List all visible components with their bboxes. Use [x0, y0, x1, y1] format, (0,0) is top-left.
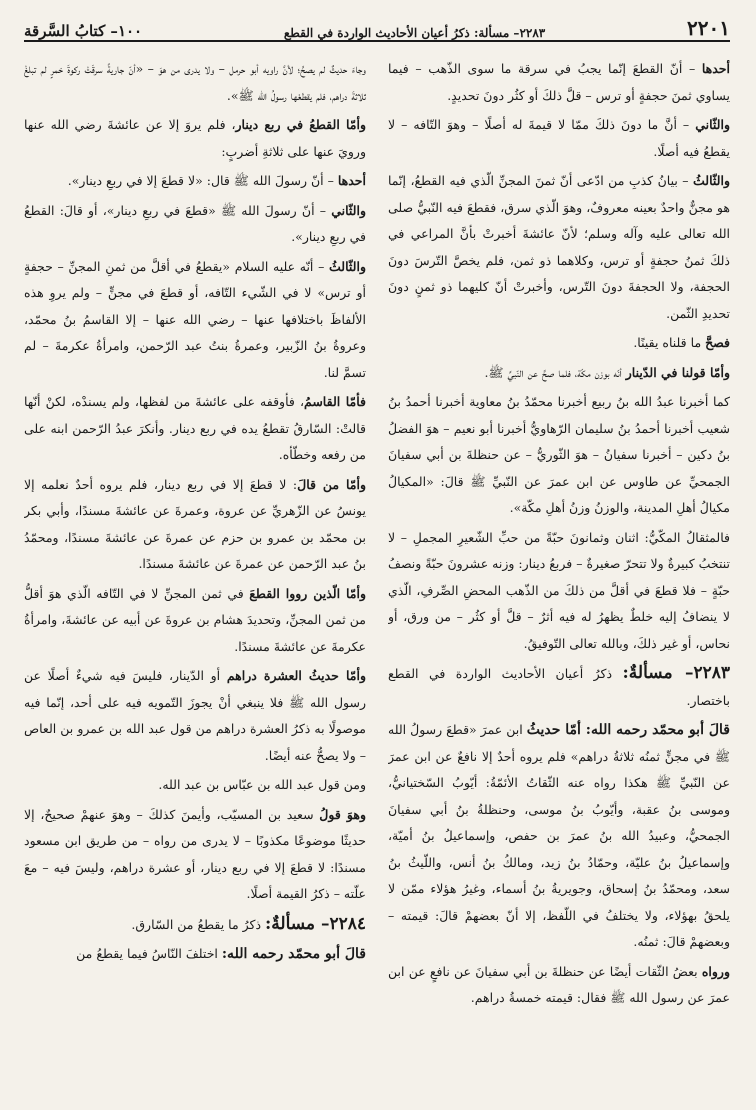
lead-phrase: وأمّا القطعُ في ربع دينار	[235, 117, 366, 132]
paragraph	[24, 472, 366, 578]
paragraph	[388, 360, 730, 387]
lead-phrase: وأمّا من قالَ	[297, 476, 366, 492]
lead-phrase: والثّاني	[695, 117, 730, 132]
paragraph	[388, 959, 730, 1012]
paragraph-text: ، فلم يروَ إلا عن عائشةَ رضي الله عنها ورويَ عنها على ثلاثةِ أضربٍ:	[24, 117, 366, 159]
paragraph-text: ابن عمرَ «قطعَ رسولُ الله ﷺ في مجنٍّ ثمنُه ثلاثةُ دراهم» فلم يروه أحدٌ إلا نافعٌ عن ابن عمرَ عن النّبيِّ ﷺ هكذا رواه عنه الثّقاتُ الأئمّةُ: أيّوبُ السّختيانيُّ، وموسى بنُ عقبة، وأيّوبُ بنُ موسى، وحنظلةُ بنُ أبي سفيانَ الجمحيُّ، وعبيدُ الله بنُ عمرَ بن حفص، وإسماعيلُ بنُ أميّة، وإسماعيلُ بنُ عليّة، وحمّادُ بنُ زيد، ومالكُ بنُ أنس، واللّيثُ بنُ سعد، ومحمّدُ بنُ إسحاق، وجويريةُ بنُ أسماء، وغيرُ هؤلاء ممّن لا يلحقُ بهؤلاء، ولا يختلفُ في اللّفظ، إلا أنّ بعضهمْ قالَ: قيمته – وبعضهمْ قالَ: ثمنُه.	[388, 722, 730, 949]
paragraph	[24, 389, 366, 469]
lead-phrase: ٢٢٨٤– مسألةٌ:	[265, 913, 366, 934]
lead-phrase: فصحَّ	[705, 335, 730, 350]
running-header	[24, 10, 730, 42]
lead-phrase: قالَ أبو محمّد رحمه الله: أمّا حديثُ	[526, 722, 730, 738]
lead-phrase: والثّالثُ	[693, 173, 730, 188]
paragraph-text: – أنّ رسولَ الله ﷺ «قطعَ في ربعِ دينار»، أو قالَ: القطعُ في ربعِ دينار».	[24, 202, 366, 244]
paragraph-text: ذكرُ أعيان الأحاديث الواردة في القطع باختصار.	[388, 666, 730, 708]
paragraph	[24, 254, 366, 387]
book-title: ١٠٠– كتابُ السَّرقة	[24, 22, 143, 40]
lead-phrase: وهوَ قولُ	[319, 806, 366, 822]
paragraph-text: – أنّ رسولَ الله ﷺ قال: «لا قطعَ إلا في ربعِ دينار».	[67, 173, 338, 188]
lead-phrase: وأمّا حديثُ العشرة دراهم	[226, 668, 366, 683]
lead-phrase: ٢٢٨٣– مسألةٌ:	[622, 663, 730, 683]
section-heading	[24, 911, 366, 939]
paragraph-text: في ثمن المجنِّ لا في التّافه الّذي هوَ أقلُّ من ثمن المجنِّ، وتحديدَ هشام بن عروةَ عن أبيه عن عائشةَ، وامرأةُ عكرمةَ عن عائشةَ مسندًا.	[24, 585, 366, 654]
paragraph	[24, 56, 366, 109]
paragraph-text: بعضُ الثّقات أيضًا عن حنظلةَ بن أبي سفيانَ عن نافعٍ عن ابن عمرَ عن رسول الله ﷺ فقال: قيمته خمسةُ دراهم.	[388, 963, 730, 1005]
paragraph-text: سعيد بن المسيّب، وأيمنَ كذلكَ – وهوَ عنهمْ صحيحٌ، إلا حديثًا موضوعًا مكذوبًا – لا يدرى من رواه – من طريق ابن مسعود مسندًا: لا قطعَ إلا في ربع دينار، أو عشرة دراهم، وليسَ فيه – معَ علّته – ذكرُ القيمة أصلًا.	[24, 806, 366, 901]
paragraph-text: – أنّ القطعَ إنّما يجبُ في سرقة ما سوى الذّهب – فيما يساوي ثمنَ حجفةٍ أو ترس – قلَّ ذلكَ أو كثُر دونَ تحديدٍ.	[388, 61, 730, 103]
lead-phrase: فأمّا القاسمُ	[304, 394, 366, 409]
lead-phrase: ورواه	[701, 963, 730, 979]
paragraph	[24, 802, 366, 908]
paragraph	[388, 112, 730, 165]
paragraph	[388, 525, 730, 658]
lead-phrase: أحدها	[701, 61, 730, 76]
page-number: ٢٢٠١	[687, 16, 730, 40]
paragraph-text: وجاءَ حديثٌ لم يصحَّ؛ لأنَّ راويه أبو حرمل – ولا يدرى من هوَ – «أنّ جاريةً سرقَتْ ركوةَ خمرٍ لم تبلغْ ثلاثةَ دراهم، فلم يقطعْها رسولُ الله ﷺ».	[24, 61, 366, 103]
paragraph	[388, 330, 730, 357]
paragraph	[24, 663, 366, 769]
paragraph	[24, 112, 366, 165]
paragraph-text: اختلفَ النّاسُ فيما يقطعُ من	[76, 946, 222, 961]
paragraph	[24, 168, 366, 195]
text-columns	[24, 56, 730, 1096]
paragraph-text: أنّه بوزن مكّة، فلما صحَّ عن النّبيِّ ﷺ.	[484, 364, 626, 380]
paragraph	[388, 389, 730, 522]
paragraph-text: : لا قطعَ إلا في ربع دينار، فلم يروه أحدٌ نعلمه إلا يونسُ عن الزّهريِّ عن عروة، وعمرةَ عن عائشةَ مسندًا، وأبي بكر بن محمّد بن عمرو بن حزم عن عمرةَ عن عائشةَ مسندًا، ومحمّدُ بنُ عبد الرّحمن عن عمرةَ عن عائشةَ مسندًا.	[24, 476, 366, 571]
paragraph	[24, 941, 366, 968]
lead-phrase: والثّاني	[331, 202, 366, 218]
lead-phrase: قالَ أبو محمّد رحمه الله:	[221, 946, 366, 962]
lead-phrase: وأمّا الّذين رووا القطعَ	[249, 585, 366, 601]
paragraph	[388, 717, 730, 956]
section-heading	[388, 660, 730, 714]
paragraph	[24, 581, 366, 661]
lead-phrase: أحدها	[337, 173, 366, 188]
paragraph-text: ذكرُ ما يقطعُ من السّارق.	[131, 916, 266, 932]
paragraph-text: كما أخبرنا عبدُ الله بنُ ربيع أخبرنا محمّدُ بنُ معاوية أخبرنا أحمدُ بنُ شعيب أخبرنا أحمدُ بنُ سليمان الرّهاويُّ أخبرنا أبو نعيم – هوَ الفضلُ بنُ دكين – أخبرنا سفيانُ – هوَ الثّوريُّ – عن حنظلةَ بن أبي سفيانَ الجمحيِّ عن طاوس عن ابن عمرَ عن النّبيِّ ﷺ قالَ: «المكيالُ مكيالُ أهلِ المدينة، والوزنُ وزنُ أهلِ مكّة».	[388, 394, 730, 515]
lead-phrase: والثّالثُ	[329, 258, 366, 274]
left-column	[24, 56, 366, 1096]
paragraph-text: ما قلناه يقينًا.	[633, 335, 706, 350]
lead-phrase: وأمّا قولنا في الدّينار	[625, 364, 730, 380]
paragraph	[388, 168, 730, 327]
paragraph	[388, 56, 730, 109]
paragraph-text: – أنّه عليه السلام «يقطعُ في أقلَّ من ثمنِ المجنِّ – حجفةٍ أو ترس» لا في الشّيء التّافه، أو قطعَ في مجنٍّ – ولم يروِ هذه الألفاظَ باختلافها عنها – رضي الله عنها – إلا القاسمُ بنُ محمّد، وعروةُ بنُ الزّبير، وعمرةُ بنتُ عبد الرّحمن، وامرأةُ عكرمةَ – لم تسمَّ لنا.	[24, 258, 366, 380]
paragraph	[24, 198, 366, 251]
paragraph-text: – بيانُ كذبِ من ادّعى أنّ ثمنَ المجنِّ الّذي فيه القطعُ، إنّما هو مجنٌّ واحدٌ بعينه معروفٌ، وهوَ الّذي سرق، فقطعَ فيه النّبيُّ صلى الله تعالى عليه وآله وسلم؛ لأنّ عائشةَ أخبرتْ بأنَّ المراعي في ذلكَ ثمنُ حجفةٍ أو ترس، وكلاهما ذو ثمن، فلم يخصَّ التّرسَ دونَ الحجفة، ولا الحجفةَ دونَ التّرس، وأخبرتْ أنّ كليهما ذو ثمنٍ دونَ تحديدِ الثّمن.	[388, 173, 730, 321]
paragraph-text: – أنَّ ما دونَ ذلكَ ممّا لا قيمةَ له أصلًا – وهوَ التّافه – لا يقطعُ فيه أصلًا.	[388, 117, 730, 159]
paragraph	[24, 772, 366, 799]
paragraph-text: أو الدّينار، فليسَ فيه شيءٌ أصلًا عن رسول الله ﷺ فلا ينبغي أنْ يجوزَ التّمويه فيه على أحد، إنّما فيه موصولًا به ذكرُ العشرة دراهم من قول عبد الله بن عمرو بن العاص – ولا يصحُّ عنه أيضًا.	[24, 668, 366, 763]
paragraph-text: ، فأوقفه على عائشةَ من لفظها، ولم يسندْه، لكنْ أنّها قالتْ: السّارقُ تقطعُ يده في ربع دينار. وأنكرَ عبدُ الرّحمن ابنه على من رفعه وخطّأه.	[24, 394, 366, 462]
paragraph-text: فالمثقالُ المكّيُّ: اثنان وثمانونَ حبّةً من حبِّ الشّعيرِ المجملِ – لا تنتخبُ كبيرةٌ ولا تتحرّ صغيرةٌ – فربعُ دينار: وزنه عشرونَ حبّةً ونصفُ حبّةٍ – فلا قطعَ في أقلَّ من ذلكَ من الذّهب المحضِ الصِّرفِ، الّذي لا ينضافُ إليه خلطٌ يظهرُ له فيه أثرٌ – قلَّ أو كثُر – من ورق، أو نحاس، أو غير ذلكَ، وبالله تعالى التّوفيقُ.	[388, 529, 730, 651]
running-title: ٢٢٨٣– مسألة: ذكرُ أعيان الأحاديث الواردة في القطع	[283, 26, 546, 40]
paragraph-text: ومن قول عبد الله بن عبّاس بن عبد الله.	[158, 777, 366, 792]
right-column	[388, 56, 730, 1096]
